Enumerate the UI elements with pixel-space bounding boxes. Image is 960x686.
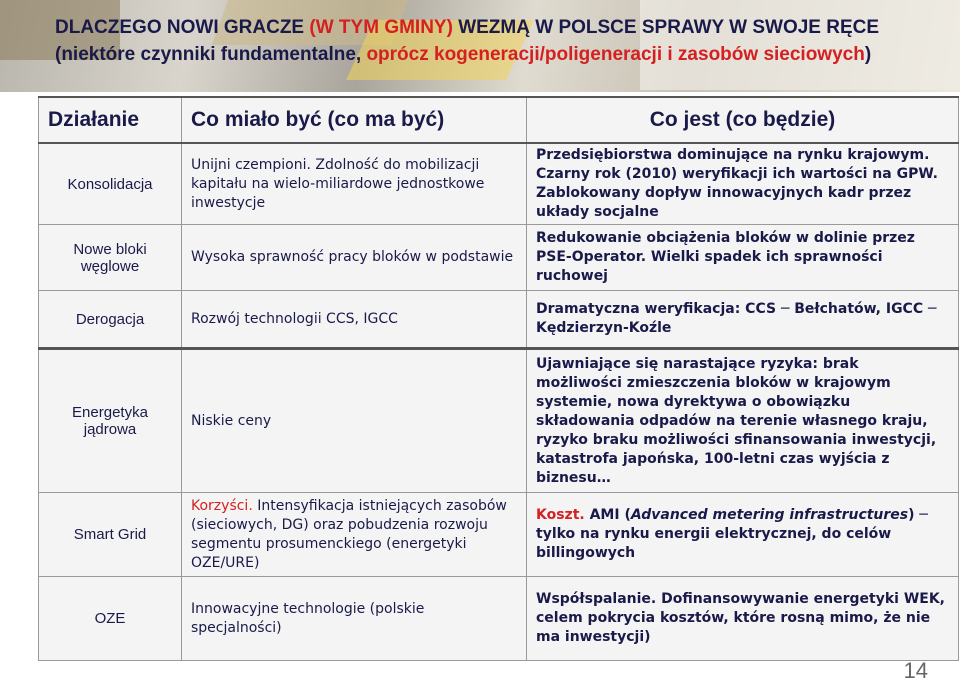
cost-text: ) ─ tylko na rynku energii elektrycznej, do celów billingowych (536, 507, 928, 561)
row-actual: Współspalanie. Dofinansowywanie energetyki WEK, celem pokrycia kosztów, które rosną mimo, że nie ma inwestycji) (527, 577, 959, 661)
table-row (39, 291, 959, 349)
header-actual: Co jest (co będzie) (527, 97, 959, 143)
row-action: Smart Grid (39, 493, 182, 577)
row-planned: Innowacyjne technologie (polskie specjalności) (182, 577, 527, 661)
benefit-label: Korzyści. (191, 497, 253, 514)
title-text: DLACZEGO NOWI GRACZE (55, 17, 310, 38)
slide-title (55, 14, 935, 68)
header-action: Działanie (39, 97, 182, 143)
table-row (39, 143, 959, 225)
table-row (39, 577, 959, 661)
row-actual: Przedsiębiorstwa dominujące na rynku krajowym. Czarny rok (2010) weryfikacji ich wartości na GPW. Zablokowany dopływ innowacyjnych kadr przez układy socjalne (527, 143, 959, 225)
table-header-row (39, 97, 959, 143)
title-line-2 (55, 41, 935, 68)
row-action: Derogacja (39, 291, 182, 349)
subtitle-text: ) (864, 44, 872, 65)
table-row (39, 225, 959, 291)
cost-label: Koszt. (536, 507, 585, 523)
row-action: OZE (39, 577, 182, 661)
title-text: WEZMĄ W POLSCE SPRAWY W SWOJE RĘCE (452, 17, 880, 38)
row-actual (527, 493, 959, 577)
row-planned: Unijni czempioni. Zdolność do mobilizacji kapitału na wielo-miliardowe jednostkowe inwestycje (182, 143, 527, 225)
row-action: Konsolidacja (39, 143, 182, 225)
benefit-text: Intensyfikacja istniejących zasobów (sieciowych, DG) oraz pobudzenia rozwoju segmentu prosumenckiego (energetyki OZE/URE) (191, 497, 507, 571)
comparison-table (38, 96, 959, 661)
row-actual: Dramatyczna weryfikacja: CCS ─ Bełchatów, IGCC ─ Kędzierzyn-Koźle (527, 291, 959, 349)
row-planned (182, 493, 527, 577)
row-actual: Redukowanie obciążenia bloków w dolinie przez PSE-Operator. Wielki spadek ich sprawności ruchowej (527, 225, 959, 291)
row-planned: Wysoka sprawność pracy bloków w podstawie (182, 225, 527, 291)
header-planned: Co miało być (co ma być) (182, 97, 527, 143)
row-action: Nowe bloki węglowe (39, 225, 182, 291)
row-action: Energetyka jądrowa (39, 349, 182, 493)
row-actual: Ujawniające się narastające ryzyka: brak możliwości zmieszczenia bloków w krajowym systemie, nowa dyrektywa o obowiązku składowania odpadów na terenie własnego kraju, ryzyko braku możliwości sfinansowania inwestycji, katastrofa japońska, 100-letni czas wyjścia z biznesu… (527, 349, 959, 493)
title-highlight: (W TYM GMINY) (309, 17, 453, 38)
cost-text: AMI ( (584, 507, 631, 523)
subtitle-text: (niektóre czynniki fundamentalne, (55, 44, 367, 65)
title-line-1 (55, 14, 935, 41)
cost-text-italic: Advanced metering infrastructures (630, 507, 909, 523)
table-row (39, 349, 959, 493)
table-row (39, 493, 959, 577)
subtitle-highlight: oprócz kogeneracji/poligeneracji i zasobów sieciowych (366, 44, 865, 65)
row-planned: Rozwój technologii CCS, IGCC (182, 291, 527, 349)
row-planned: Niskie ceny (182, 349, 527, 493)
page-number: 14 (903, 658, 928, 683)
